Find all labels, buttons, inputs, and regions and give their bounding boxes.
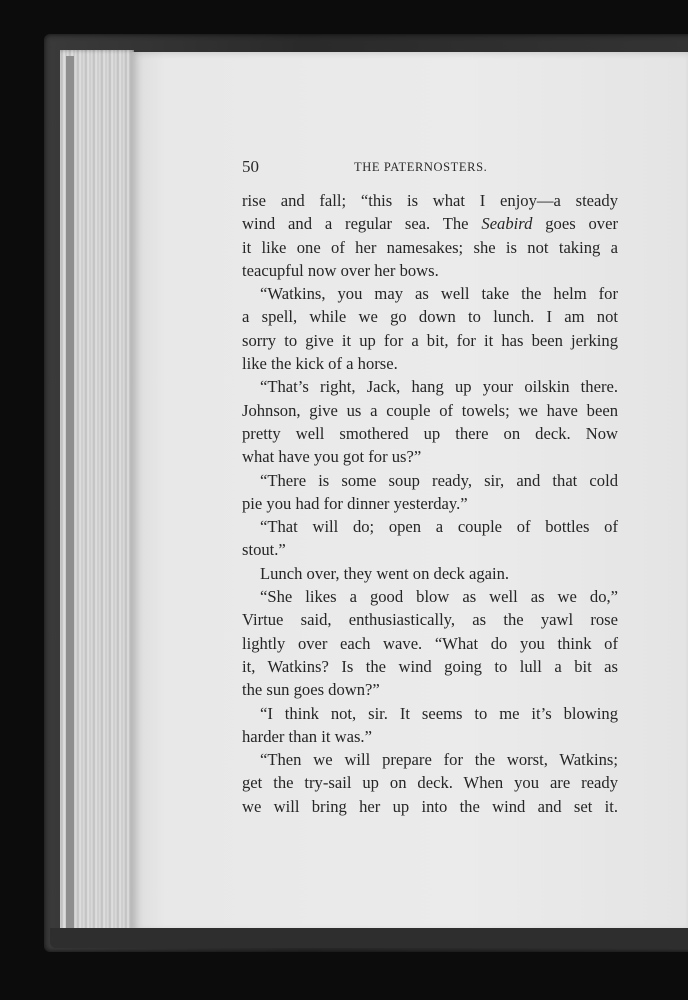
running-head: THE PATERNOSTERS.	[354, 160, 488, 174]
text-line: we will bring her up into the wind and set it.	[242, 796, 618, 816]
text-line: harder than it was.”	[242, 726, 372, 746]
text-line: “There is some soup ready, sir, and that cold	[260, 470, 618, 490]
text-line: “I think not, sir. It seems to me it’s blowing	[260, 703, 618, 723]
text-line: sorry to give it up for a bit, for it has been jerking	[242, 330, 618, 350]
text-line: teacupful now over her bows.	[242, 260, 439, 280]
text-segment: goes over	[532, 214, 618, 234]
page-header	[242, 157, 616, 179]
text-line: “That will do; open a couple of bottles of	[260, 517, 618, 537]
text-line: it, Watkins? Is the wind going to lull a bit as	[242, 656, 618, 676]
text-line: Johnson, give us a couple of towels; we have been	[242, 400, 618, 420]
text-line: Virtue said, enthusiastically, as the yawl rose	[242, 610, 618, 630]
text-line: like the kick of a horse.	[242, 354, 398, 374]
page-edges-shadow	[66, 56, 74, 928]
text-line: a spell, while we go down to lunch. I am not	[242, 307, 618, 327]
text-line: pretty well smothered up there on deck. Now	[242, 423, 618, 443]
text-line: “Then we will prepare for the worst, Watkins;	[260, 750, 618, 770]
text-line: get the try-sail up on deck. When you are ready	[242, 773, 618, 793]
text-line: “That’s right, Jack, hang up your oilskin there.	[260, 377, 618, 397]
text-line: stout.”	[242, 540, 286, 560]
page-number: 50	[242, 157, 259, 176]
book-cover-bottom	[50, 928, 688, 948]
text-segment: wind and a regular sea. The	[242, 214, 482, 234]
text-line: what have you got for us?”	[242, 447, 422, 467]
text-line: “She likes a good blow as well as we do,”	[260, 587, 618, 607]
text-line: “Watkins, you may as well take the helm for	[260, 284, 618, 304]
text-line: it like one of her namesakes; she is not taking a	[242, 237, 618, 257]
text-line: the sun goes down?”	[242, 680, 380, 700]
text-line: Lunch over, they went on deck again.	[260, 563, 510, 583]
text-line	[242, 212, 618, 235]
text-line: pie you had for dinner yesterday.”	[242, 493, 468, 513]
text-line: rise and fall; “this is what I enjoy—a steady	[242, 191, 618, 210]
text-line: lightly over each wave. “What do you think of	[242, 633, 618, 653]
body-text	[242, 189, 618, 818]
ship-name: Seabird	[481, 214, 533, 234]
